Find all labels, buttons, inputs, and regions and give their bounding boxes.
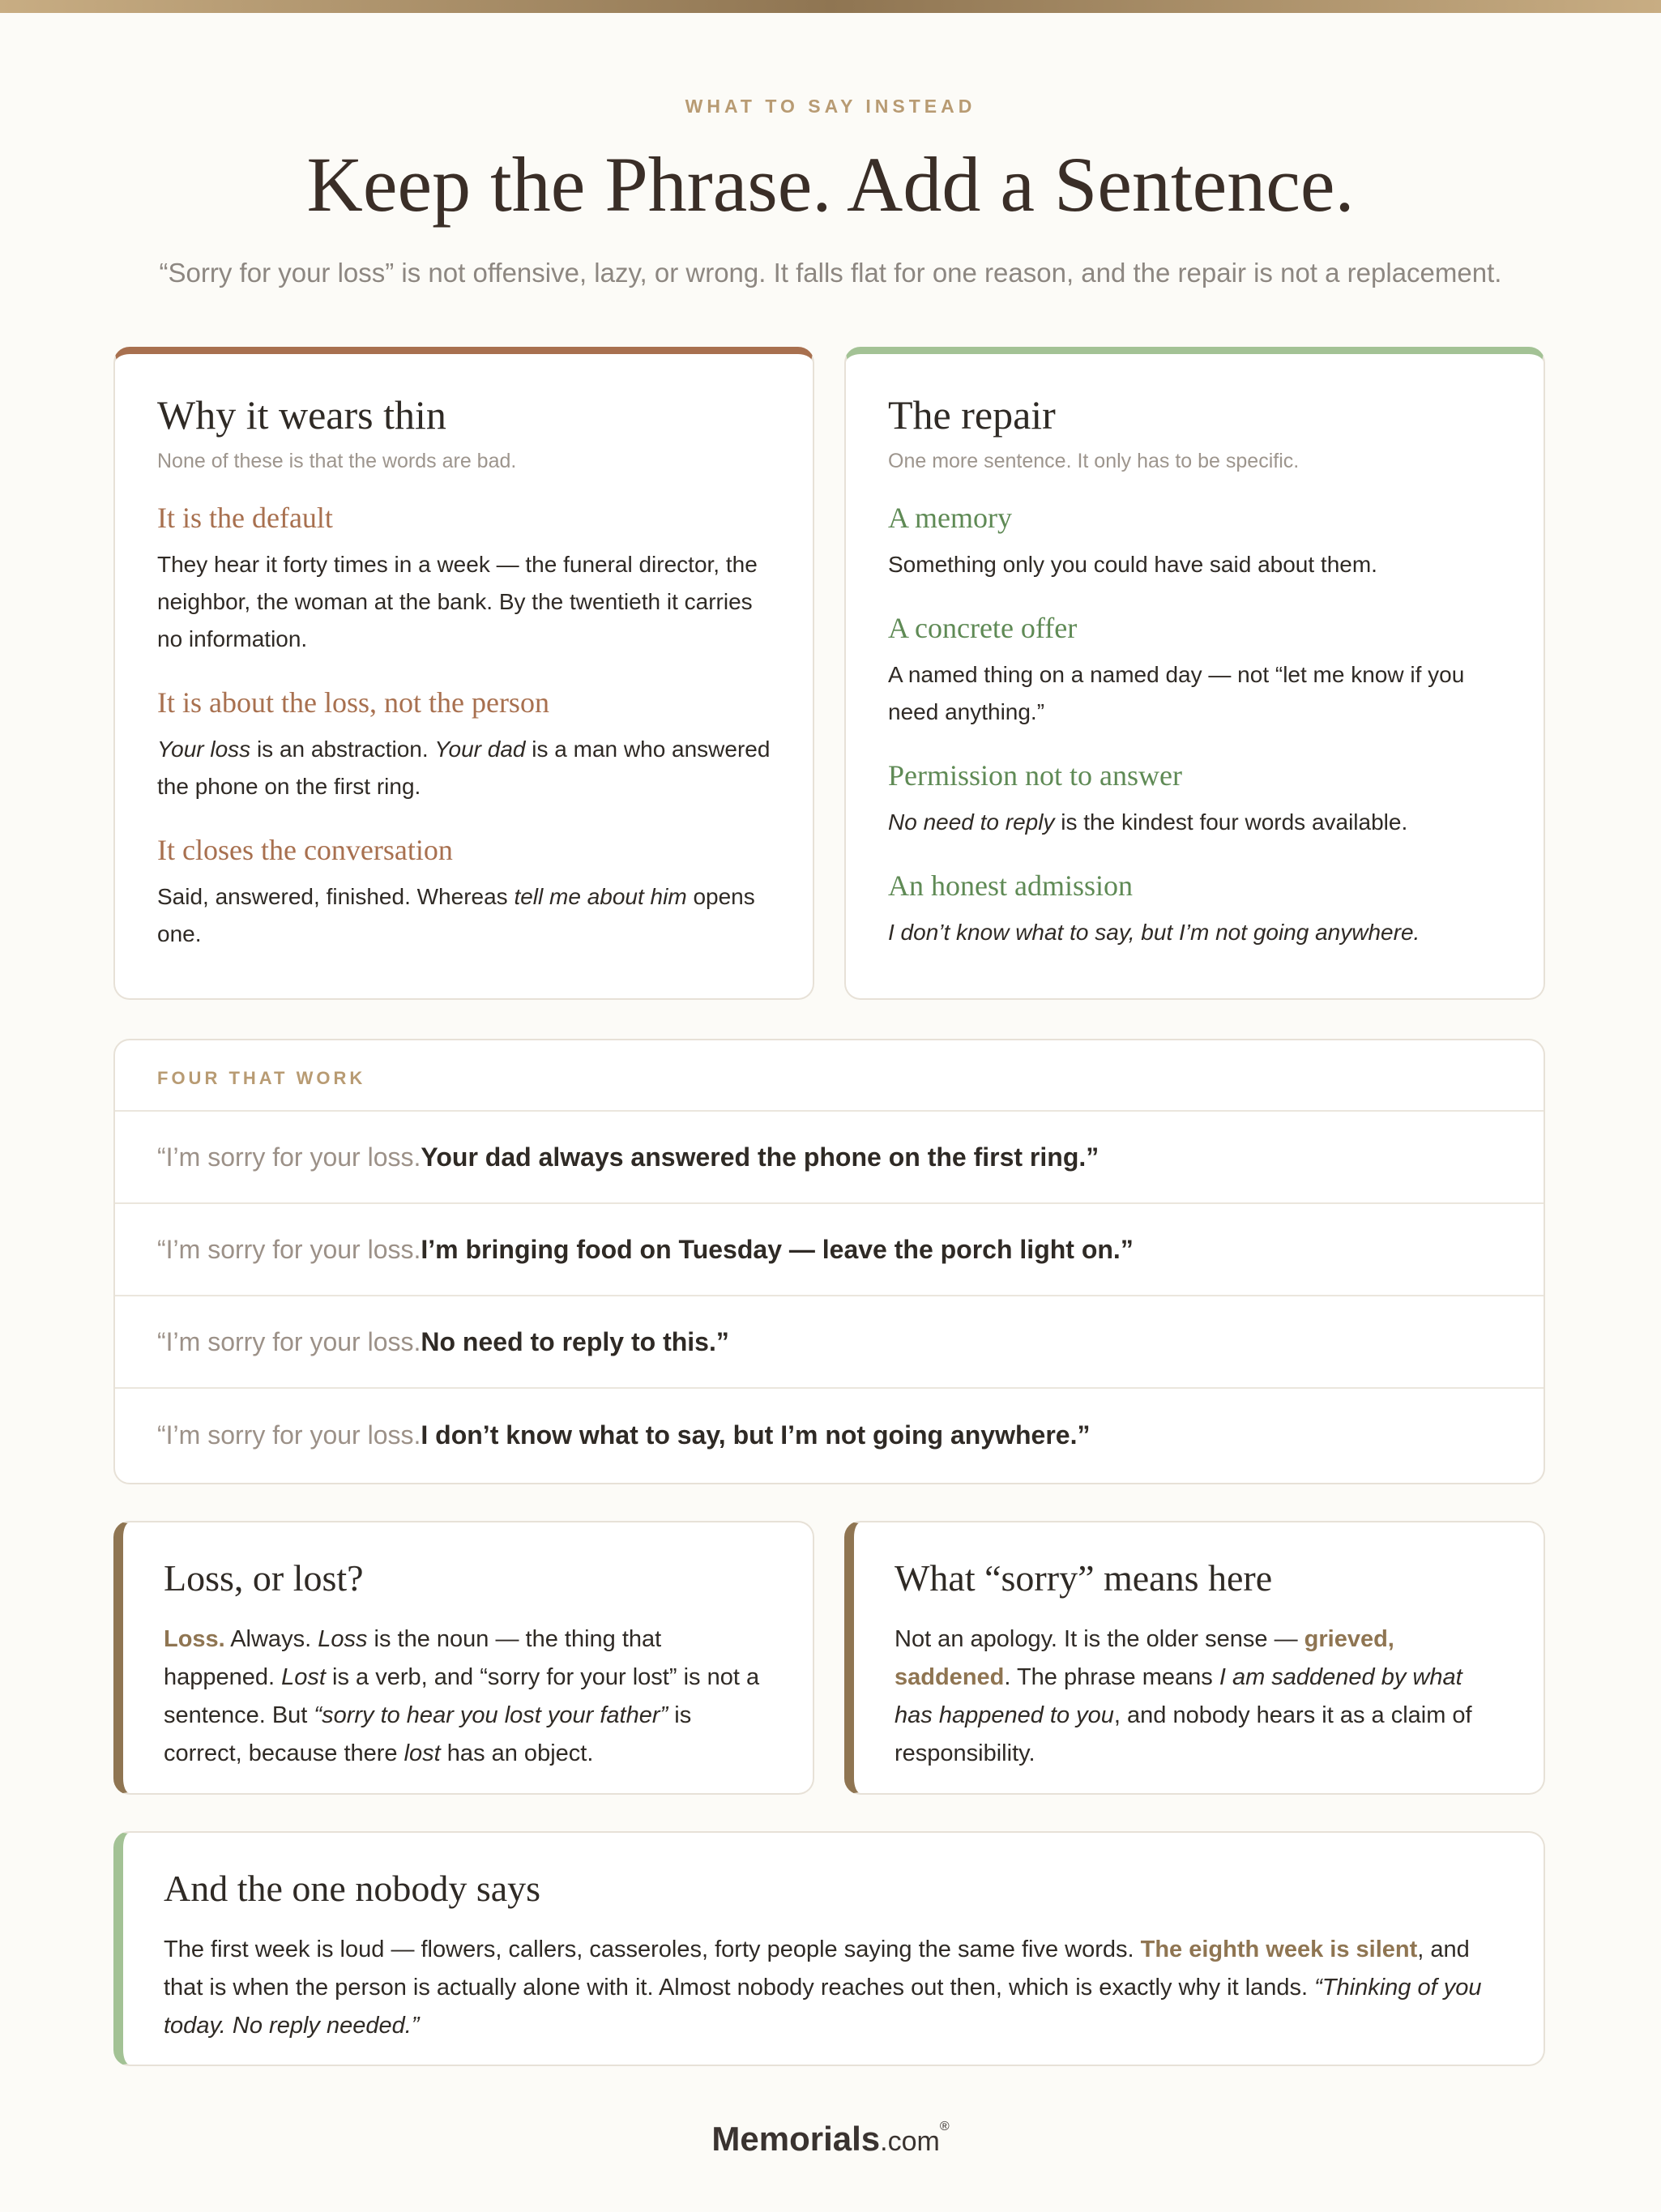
memorials-logo: Memorials.com® [711, 2120, 950, 2158]
repair-item-memory [888, 501, 1501, 583]
why-item-body: Your loss is an abstraction. Your dad is a man who answered the phone on the first ring. [157, 737, 771, 799]
why-item-body: They hear it forty times in a week — the funeral director, the neighbor, the woman at the bank. By the twentieth it carries no information. [157, 552, 758, 651]
why-item-default [157, 501, 771, 658]
eyebrow-label: WHAT TO SAY INSTEAD [685, 96, 976, 117]
four-that-work-label: FOUR THAT WORK [115, 1040, 1544, 1112]
repair-item-heading: A concrete offer [888, 612, 1078, 644]
phrase-row: “I’m sorry for your loss. I’m bringing food on Tuesday — leave the porch light on.” [115, 1204, 1544, 1296]
why-item-heading: It closes the conversation [157, 834, 453, 866]
one-nobody-says-card [113, 1831, 1545, 2066]
repair-item-body: I don’t know what to say, but I’m not going anywhere. [888, 920, 1420, 945]
loss-or-lost-card [113, 1521, 814, 1795]
sorry-card-body: Not an apology. It is the older sense — grieved, saddened. The phrase means I am saddened by what has happened to you, and nobody hears it as a claim of responsibility. [895, 1626, 1472, 1766]
repair-card-title: The repair [888, 392, 1056, 438]
repair-item-admission [888, 869, 1501, 951]
repair-card [844, 347, 1545, 1000]
repair-item-body: Something only you could have said about them. [888, 552, 1377, 577]
repair-item-heading: An honest admission [888, 869, 1133, 902]
why-item-heading: It is about the loss, not the person [157, 686, 549, 719]
why-item-person [157, 685, 771, 805]
page-title: Keep the Phrase. Add a Sentence. [306, 141, 1355, 228]
phrase-row: “I’m sorry for your loss. No need to reply to this.” [115, 1296, 1544, 1389]
why-item-heading: It is the default [157, 502, 333, 534]
sorry-card-title: What “sorry” means here [895, 1557, 1273, 1599]
repair-item-offer [888, 611, 1501, 731]
why-card-subtitle: None of these is that the words are bad. [157, 450, 517, 472]
why-item-closes [157, 833, 771, 953]
repair-item-body: No need to reply is the kindest four words available. [888, 809, 1408, 835]
repair-item-heading: Permission not to answer [888, 759, 1182, 792]
loss-card-body: Loss. Always. Loss is the noun — the thing that happened. Lost is a verb, and “sorry for your lost” is not a sentence. But “sorry to hear you lost your father” is correct, because there lost has an object. [164, 1626, 760, 1766]
sorry-meaning-card [844, 1521, 1545, 1795]
why-card-title: Why it wears thin [157, 392, 446, 438]
repair-item-heading: A memory [888, 502, 1012, 534]
repair-item-body: A named thing on a named day — not “let me know if you need anything.” [888, 662, 1465, 724]
why-card [113, 347, 814, 1000]
repair-item-permission [888, 758, 1501, 841]
phrase-row: “I’m sorry for your loss. I don’t know what to say, but I’m not going anywhere.” [157, 1420, 1091, 1450]
loss-card-title: Loss, or lost? [164, 1557, 364, 1599]
page-subtitle: “Sorry for your loss” is not offensive, lazy, or wrong. It falls flat for one reason, and the repair is not a replacement. [159, 258, 1502, 288]
four-that-work-card [113, 1039, 1545, 1484]
why-item-body: Said, answered, finished. Whereas tell me about him opens one. [157, 884, 755, 946]
nobody-card-body: The first week is loud — flowers, callers, casseroles, forty people saying the same five words. The eighth week is silent, and that is when the person is actually alone with it. Almost nobody reaches out then, which is exactly why it lands. “Thinking of you today. No reply needed.” [164, 1937, 1482, 2039]
nobody-card-title: And the one nobody says [164, 1868, 541, 1909]
repair-card-subtitle: One more sentence. It only has to be specific. [888, 450, 1300, 472]
top-gradient-bar [0, 0, 1661, 13]
phrase-row: “I’m sorry for your loss. Your dad always answered the phone on the first ring.” [115, 1112, 1544, 1204]
